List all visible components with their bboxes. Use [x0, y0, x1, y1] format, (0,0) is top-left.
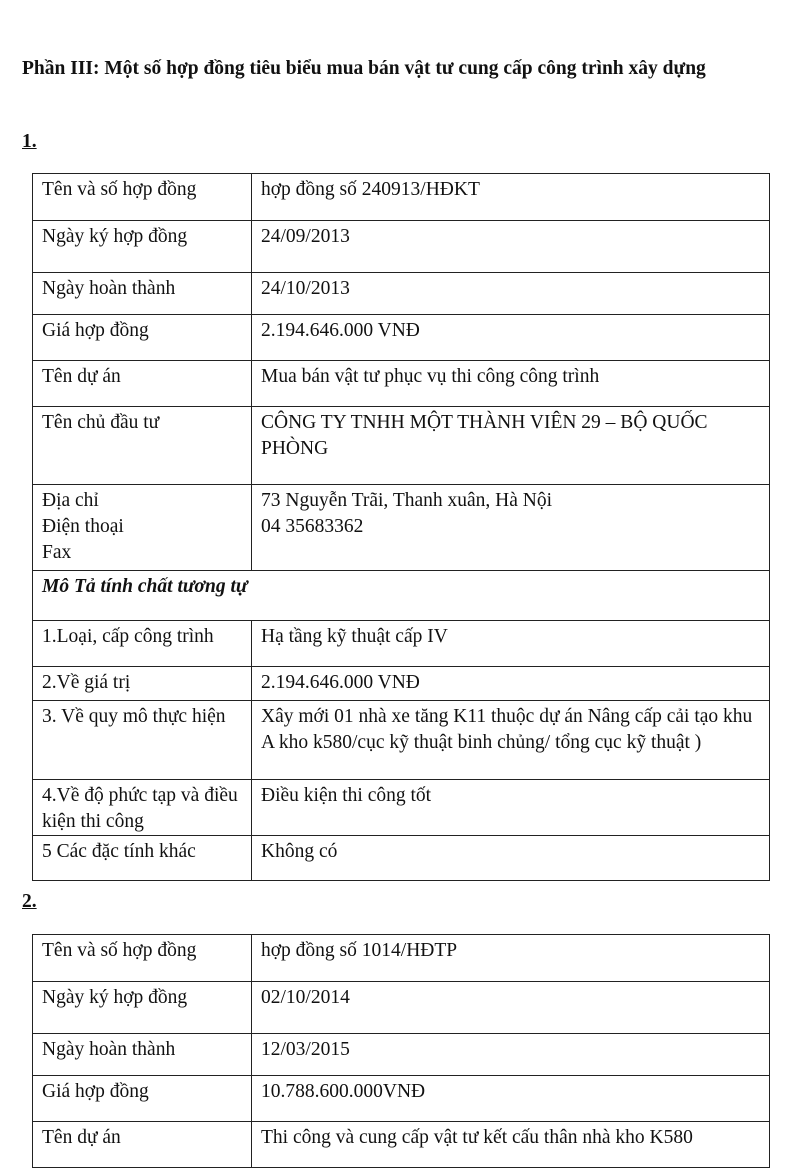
- row-value: CÔNG TY TNHH MỘT THÀNH VIÊN 29 – BỘ QUỐC PHÒNG: [252, 407, 770, 485]
- row-value: 73 Nguyễn Trãi, Thanh xuân, Hà Nội 04 35683362: [252, 485, 770, 571]
- row-label: 3. Về quy mô thực hiện: [33, 701, 252, 780]
- table-row: [33, 701, 770, 780]
- contract-2-table: [32, 934, 770, 1168]
- table-row: [33, 935, 770, 982]
- row-value: Không có: [252, 836, 770, 881]
- table-row: [33, 1122, 770, 1168]
- table-row: [33, 780, 770, 836]
- row-label: Tên dự án: [33, 361, 252, 407]
- row-label: Ngày hoàn thành: [33, 273, 252, 315]
- page-heading: Phần III: Một số hợp đồng tiêu biểu mua bán vật tư cung cấp công trình xây dựng: [22, 58, 706, 79]
- row-value: 2.194.646.000 VNĐ: [252, 667, 770, 701]
- row-label: Địa chỉ Điện thoại Fax: [33, 485, 252, 571]
- row-label: Ngày ký hợp đồng: [33, 221, 252, 273]
- row-label: Tên chủ đầu tư: [33, 407, 252, 485]
- row-value: 10.788.600.000VNĐ: [252, 1076, 770, 1122]
- row-label: 4.Về độ phức tạp và điều kiện thi công: [33, 780, 252, 836]
- table-row: [33, 407, 770, 485]
- row-value: 2.194.646.000 VNĐ: [252, 315, 770, 361]
- row-label: 2.Về giá trị: [33, 667, 252, 701]
- table-row: [33, 621, 770, 667]
- contract-2-number: 2.: [22, 891, 37, 912]
- row-value: 24/09/2013: [252, 221, 770, 273]
- row-value: hợp đồng số 1014/HĐTP: [252, 935, 770, 982]
- row-label: Giá hợp đồng: [33, 315, 252, 361]
- table-row: [33, 273, 770, 315]
- description-header-row: [33, 571, 770, 621]
- table-row: [33, 361, 770, 407]
- table-row: [33, 485, 770, 571]
- table-row: [33, 836, 770, 881]
- contract-1-number: 1.: [22, 131, 37, 152]
- row-value: 12/03/2015: [252, 1034, 770, 1076]
- description-title: Mô Tả tính chất tương tự: [33, 571, 770, 621]
- contract-1-table: [32, 173, 770, 881]
- row-value: Mua bán vật tư phục vụ thi công công trình: [252, 361, 770, 407]
- row-value: Hạ tầng kỹ thuật cấp IV: [252, 621, 770, 667]
- row-label: Tên dự án: [33, 1122, 252, 1168]
- row-label: Tên và số hợp đồng: [33, 935, 252, 982]
- table-row: [33, 1076, 770, 1122]
- row-label: 5 Các đặc tính khác: [33, 836, 252, 881]
- table-row: [33, 174, 770, 221]
- row-value: Thi công và cung cấp vật tư kết cấu thân nhà kho K580: [252, 1122, 770, 1168]
- table-row: [33, 1034, 770, 1076]
- table-row: [33, 667, 770, 701]
- row-label: Tên và số hợp đồng: [33, 174, 252, 221]
- table-row: [33, 315, 770, 361]
- table-row: [33, 982, 770, 1034]
- table-row: [33, 221, 770, 273]
- row-label: Ngày ký hợp đồng: [33, 982, 252, 1034]
- row-value: Xây mới 01 nhà xe tăng K11 thuộc dự án Nâng cấp cải tạo khu A kho k580/cục kỹ thuật binh chủng/ tổng cục kỹ thuật ): [252, 701, 770, 780]
- row-value: 02/10/2014: [252, 982, 770, 1034]
- row-label: Giá hợp đồng: [33, 1076, 252, 1122]
- row-value: 24/10/2013: [252, 273, 770, 315]
- row-label: 1.Loại, cấp công trình: [33, 621, 252, 667]
- row-label: Ngày hoàn thành: [33, 1034, 252, 1076]
- row-value: hợp đồng số 240913/HĐKT: [252, 174, 770, 221]
- row-value: Điều kiện thi công tốt: [252, 780, 770, 836]
